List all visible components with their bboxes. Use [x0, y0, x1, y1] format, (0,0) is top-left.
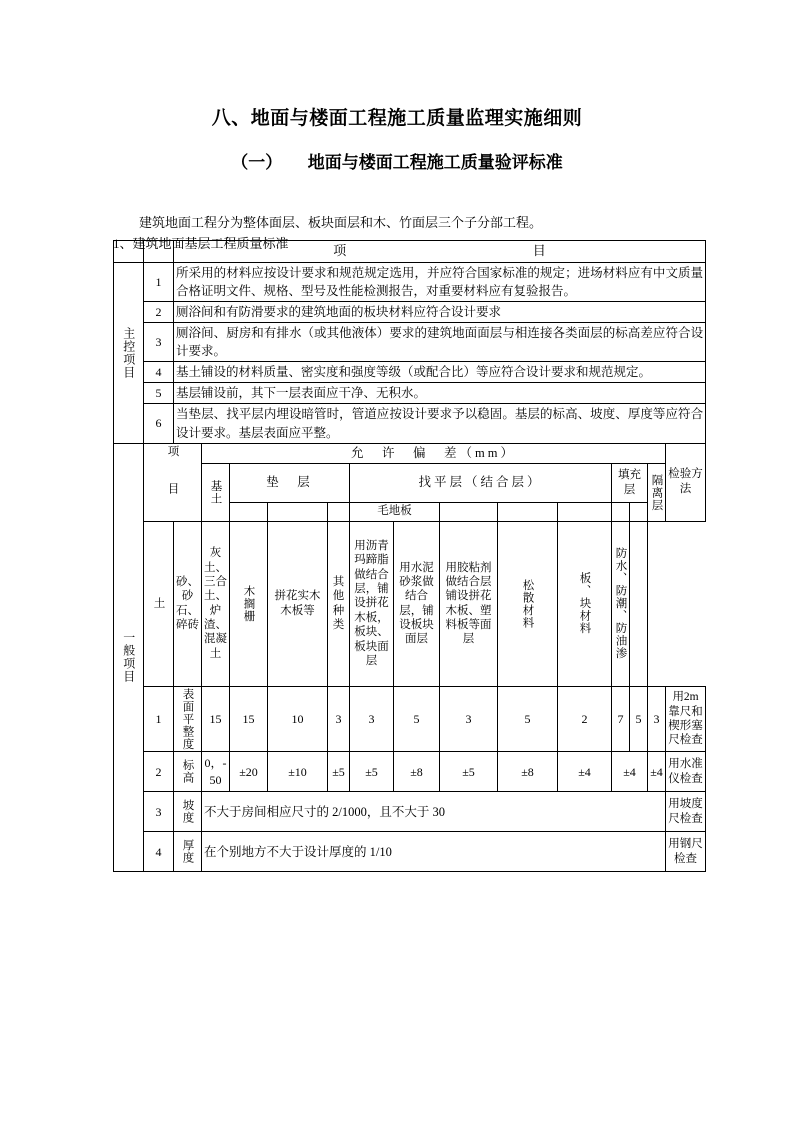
cell-value: 5	[394, 686, 440, 752]
data-row-elevation	[114, 752, 706, 792]
table-row	[114, 262, 706, 301]
cell-value: ±5	[350, 752, 394, 792]
cell-value: ±4	[558, 752, 612, 792]
category-main-label	[114, 262, 144, 443]
header-item-word1: 项	[333, 243, 347, 258]
col-header-liqing	[440, 503, 498, 522]
cell-value: ±5	[328, 752, 350, 792]
group-header-jitu-text: 基土	[209, 479, 222, 505]
column-label-bankuai-text: 板、块材料	[578, 572, 591, 635]
group-header-gelie	[648, 464, 666, 521]
group-header-tianchong-text: 填充层	[618, 468, 641, 497]
table-row	[114, 404, 706, 443]
cell-value: 5	[498, 686, 558, 752]
col-header-jiaonianji	[558, 503, 612, 522]
col-header-bankuai	[630, 503, 648, 522]
col-header-sha	[230, 503, 268, 522]
group-header-row	[114, 464, 706, 503]
cell-value: 0，-50	[202, 752, 230, 792]
group-header-gelie-text: 隔离层	[650, 473, 663, 512]
cell-value: 3	[440, 686, 498, 752]
cell-value: 15	[230, 686, 268, 752]
group-header-dianceng-text: 垫 层	[266, 475, 313, 490]
header-blank-no	[144, 241, 174, 263]
table-row	[114, 301, 706, 322]
row-item-name	[174, 686, 202, 752]
row-number: 1	[144, 262, 174, 301]
row-item-name-text: 厚度	[181, 839, 194, 865]
row-item-name-text: 标高	[181, 759, 194, 785]
header-item-word2: 目	[532, 243, 546, 258]
group-header-tianchong	[612, 464, 648, 503]
col-header-shuini	[498, 503, 558, 522]
cell-value: ±10	[268, 752, 328, 792]
column-label-huitu: 灰土、三合土、炉渣、混凝土	[202, 521, 230, 686]
row-item-name	[174, 752, 202, 792]
cell-value: 3	[328, 686, 350, 752]
col-header-songsan	[612, 503, 630, 522]
table-row	[114, 322, 706, 361]
row-item-name	[174, 832, 202, 872]
column-label-songsan	[498, 521, 558, 686]
row-number: 6	[144, 404, 174, 443]
cell-value: ±5	[440, 752, 498, 792]
column-label-shashi: 砂、砂石、碎砖	[174, 521, 202, 686]
table-row	[114, 362, 706, 383]
column-label-bankuai	[558, 521, 612, 686]
table-header-row	[114, 241, 706, 263]
column-label-mugezha	[230, 521, 268, 686]
column-label-qita: 其他种类	[328, 521, 350, 686]
inspection-method-header-text: 检验方法	[668, 467, 703, 496]
row-number: 1	[144, 686, 174, 752]
column-label-shuini: 用水泥砂浆做结合层，铺设板块面层	[394, 521, 440, 686]
row-number: 4	[144, 832, 174, 872]
cell-value: 10	[268, 686, 328, 752]
column-label-songsan-text: 松散材料	[521, 578, 534, 629]
category-general-label	[114, 443, 144, 872]
category-general-text: 一般项目	[121, 631, 136, 684]
cell-value: 3	[648, 686, 666, 752]
item-column-header-text: 项目	[166, 444, 179, 520]
row-item-name-text: 坡度	[181, 799, 194, 825]
row-item-name-text: 表面平整度	[181, 687, 194, 751]
row-item-name	[174, 792, 202, 832]
row-number: 3	[144, 792, 174, 832]
inspection-method-header	[666, 443, 706, 521]
cell-value: 5	[630, 686, 648, 752]
row-number: 2	[144, 752, 174, 792]
page-title: 八、地面与楼面工程施工质量监理实施细则	[211, 108, 583, 129]
tolerance-title-row	[114, 443, 706, 464]
row-text: 基层铺设前，其下一层表面应干净、无积水。	[174, 383, 706, 404]
data-row-thickness	[114, 832, 706, 872]
tolerance-title-text: 允 许 偏 差（mm）	[351, 445, 516, 460]
row-text: 厕浴间、厨房和有排水（或其他液体）要求的建筑地面面层与相连接各类面层的标高差应符合设计要求。	[174, 322, 706, 361]
row-text: 当垫层、找平层内埋设暗管时，管道应按设计要求予以稳固。基层的标高、坡度、厚度等应符合设计要求。基层表面应平整。	[174, 404, 706, 443]
row-number: 2	[144, 301, 174, 322]
inspection-method: 用坡度尺检查	[666, 792, 706, 832]
group-header-zhaoping-text: 找平层（结合层）	[418, 475, 543, 490]
item-column-header	[144, 443, 202, 521]
row-number: 5	[144, 383, 174, 404]
row-text: 所采用的材料应按设计要求和规范规定选用，并应符合国家标准的规定；进场材料应有中文质量合格证明文件、规格、型号及性能检测报告，对重要材料应有复验报告。	[174, 262, 706, 301]
cell-value: 15	[202, 686, 230, 752]
group-header-dianceng	[230, 464, 350, 503]
cell-value: ±4	[612, 752, 648, 792]
section-label: 1、建筑地面基层工程质量标准	[113, 236, 289, 251]
row-text: 厕浴间和有防滑要求的建筑地面的板块材料应符合设计要求	[174, 301, 706, 322]
cell-value: ±8	[498, 752, 558, 792]
inspection-method: 用2m靠尺和楔形塞尺检查	[666, 686, 706, 752]
inspection-method: 用钢尺检查	[666, 832, 706, 872]
table-row	[114, 383, 706, 404]
column-label-blank-method	[630, 521, 648, 686]
data-row-flatness	[114, 686, 706, 752]
intro-paragraph: 建筑地面工程分为整体面层、板块面层和木、竹面层三个子分部工程。	[139, 215, 543, 230]
header-item-title	[174, 241, 706, 263]
header-blank-left	[114, 241, 144, 263]
col-header-mugezha	[328, 503, 350, 522]
group-header-zhaoping	[350, 464, 612, 503]
column-label-tu-text: 土	[152, 597, 165, 610]
row-text: 不大于房间相应尺寸的 2/1000，且不大于 30	[202, 792, 666, 832]
page-subtitle: （一） 地面与楼面工程施工质量验评标准	[231, 153, 563, 172]
inspection-method: 用水准仪检查	[666, 752, 706, 792]
column-label-liqing: 用沥青玛蹄脂做结合层，铺设拼花木板，板块、板块面层	[350, 521, 394, 686]
cell-value: 2	[558, 686, 612, 752]
row-text: 在个别地方不大于设计厚度的 1/10	[202, 832, 666, 872]
column-label-fangshui-text: 防水、防潮、防油渗	[614, 547, 627, 660]
column-label-tu	[144, 521, 174, 686]
sub-header-maodiban-text: 毛地板	[377, 505, 412, 518]
cell-value: ±20	[230, 752, 268, 792]
category-main-text: 主控项目	[121, 326, 136, 379]
cell-value: 3	[350, 686, 394, 752]
column-label-fangshui	[612, 521, 630, 686]
row-number: 4	[144, 362, 174, 383]
col-header-huitu	[268, 503, 328, 522]
cell-value: ±8	[394, 752, 440, 792]
row-number: 3	[144, 322, 174, 361]
group-header-jitu	[202, 464, 230, 521]
cell-value: ±4	[648, 752, 666, 792]
cell-value: 7	[612, 686, 630, 752]
sub-header-maodiban	[350, 503, 440, 522]
column-label-mugezha-text: 木搁栅	[242, 584, 255, 623]
column-label-jiaonianji: 用胶粘剂做结合层铺设拼花木板、塑料板等面层	[440, 521, 498, 686]
data-row-slope	[114, 792, 706, 832]
quality-standard-table	[113, 240, 706, 872]
column-label-row	[114, 521, 706, 686]
column-label-pinhua: 拼花实木木板等	[268, 521, 328, 686]
row-text: 基土铺设的材料质量、密实度和强度等级（或配合比）等应符合设计要求和规范规定。	[174, 362, 706, 383]
tolerance-title	[202, 443, 666, 464]
